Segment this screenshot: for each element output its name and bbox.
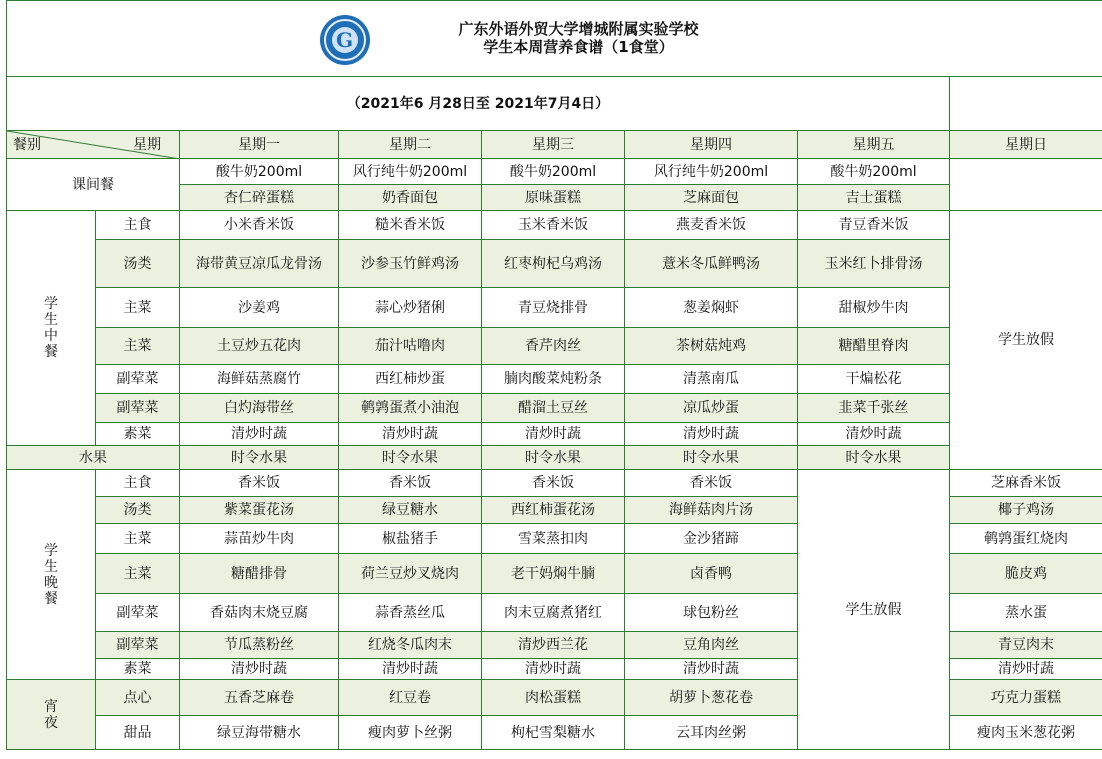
dish-cell: 茄汁咕噜肉 — [339, 328, 482, 365]
dish-cell: 青豆香米饭 — [798, 211, 950, 240]
dish-type: 主菜 — [96, 554, 180, 594]
snack-drink: 酸牛奶200ml — [180, 159, 339, 185]
dish-cell: 香米饭 — [180, 470, 339, 497]
table-row — [7, 159, 1102, 185]
snack-drink: 酸牛奶200ml — [798, 159, 950, 185]
dish-cell: 红豆卷 — [339, 680, 482, 716]
dish-cell: 胡萝卜葱花卷 — [625, 680, 798, 716]
dish-cell: 清炒时蔬 — [625, 659, 798, 680]
dish-cell: 海鲜菇蒸腐竹 — [180, 365, 339, 394]
dish-type: 副荤菜 — [96, 632, 180, 659]
dish-cell: 肉末豆腐煮猪红 — [482, 594, 625, 632]
dish-cell: 玉米香米饭 — [482, 211, 625, 240]
dish-cell: 红枣枸杞乌鸡汤 — [482, 240, 625, 288]
dish-cell: 老干妈焖牛腩 — [482, 554, 625, 594]
dish-cell: 糖醋里脊肉 — [798, 328, 950, 365]
dish-cell: 清炒时蔬 — [180, 659, 339, 680]
dish-cell: 香米饭 — [625, 470, 798, 497]
fruit-cell: 时令水果 — [180, 446, 339, 470]
dish-cell: 球包粉丝 — [625, 594, 798, 632]
dish-cell: 清蒸南瓜 — [625, 365, 798, 394]
dish-type: 主菜 — [96, 288, 180, 328]
snack-bread: 吉士蛋糕 — [798, 185, 950, 211]
night-snack-label: 宵 夜 — [7, 680, 96, 750]
dish-cell: 青豆烧排骨 — [482, 288, 625, 328]
dish-type: 副荤菜 — [96, 594, 180, 632]
dish-type: 素菜 — [96, 423, 180, 446]
fruit-cell: 时令水果 — [482, 446, 625, 470]
dish-cell: 沙姜鸡 — [180, 288, 339, 328]
dish-cell: 清炒时蔬 — [339, 659, 482, 680]
dish-cell: 白灼海带丝 — [180, 394, 339, 423]
dish-cell: 醋溜土豆丝 — [482, 394, 625, 423]
dish-cell: 清炒西兰花 — [482, 632, 625, 659]
dish-cell: 甜椒炒牛肉 — [798, 288, 950, 328]
snack-drink: 酸牛奶200ml — [482, 159, 625, 185]
snack-drink: 风行纯牛奶200ml — [625, 159, 798, 185]
fruit-label: 水果 — [7, 446, 180, 470]
dish-cell: 海带黄豆凉瓜龙骨汤 — [180, 240, 339, 288]
school-name: 广东外语外贸大学增城附属实验学校 — [458, 20, 699, 38]
dish-cell: 西红柿炒蛋 — [339, 365, 482, 394]
dish-cell: 椒盐猪手 — [339, 524, 482, 554]
dish-cell: 凉瓜炒蛋 — [625, 394, 798, 423]
dish-cell: 鹌鹑蛋煮小油泡 — [339, 394, 482, 423]
dish-cell: 韭菜千张丝 — [798, 394, 950, 423]
dish-cell: 茶树菇炖鸡 — [625, 328, 798, 365]
dish-cell: 糖醋排骨 — [180, 554, 339, 594]
table-row — [7, 470, 1102, 497]
sunday-dish: 青豆肉末 — [950, 632, 1102, 659]
dish-cell: 小米香米饭 — [180, 211, 339, 240]
dish-type: 汤类 — [96, 240, 180, 288]
table-row — [7, 1, 1102, 77]
dish-cell: 薏米冬瓜鲜鸭汤 — [625, 240, 798, 288]
dish-type: 素菜 — [96, 659, 180, 680]
dish-cell: 五香芝麻卷 — [180, 680, 339, 716]
sunday-dish: 瘦肉玉米葱花粥 — [950, 716, 1102, 750]
dinner-label: 学 生 晚 餐 — [7, 470, 96, 680]
dish-cell: 玉米红卜排骨汤 — [798, 240, 950, 288]
table-row — [7, 446, 1102, 470]
day-header: 星期一 — [180, 131, 339, 159]
dish-type: 甜品 — [96, 716, 180, 750]
sunday-dish: 鹌鹑蛋红烧肉 — [950, 524, 1102, 554]
snack-drink: 风行纯牛奶200ml — [339, 159, 482, 185]
dish-cell: 雪菜蒸扣肉 — [482, 524, 625, 554]
sunday-dish: 脆皮鸡 — [950, 554, 1102, 594]
school-logo-icon: G — [320, 15, 370, 65]
dish-cell: 清炒时蔬 — [625, 423, 798, 446]
snack-bread: 奶香面包 — [339, 185, 482, 211]
title-banner — [7, 1, 1102, 77]
dish-cell: 绿豆海带糖水 — [180, 716, 339, 750]
table-row — [7, 288, 1102, 328]
dish-cell: 蒜香蒸丝瓜 — [339, 594, 482, 632]
dish-type: 主菜 — [96, 524, 180, 554]
fruit-cell: 时令水果 — [625, 446, 798, 470]
dish-cell: 绿豆糖水 — [339, 497, 482, 524]
dish-cell: 香米饭 — [482, 470, 625, 497]
snack-bread: 芝麻面包 — [625, 185, 798, 211]
dish-cell: 节瓜蒸粉丝 — [180, 632, 339, 659]
snack-bread: 原味蛋糕 — [482, 185, 625, 211]
dish-cell: 红烧冬瓜肉末 — [339, 632, 482, 659]
table-row — [7, 131, 1102, 159]
fruit-cell: 时令水果 — [798, 446, 950, 470]
lunch-label: 学 生 中 餐 — [7, 211, 96, 446]
corner-header — [7, 131, 180, 159]
dish-cell: 枸杞雪梨糖水 — [482, 716, 625, 750]
dish-type: 副荤菜 — [96, 365, 180, 394]
dish-cell: 海鲜菇肉片汤 — [625, 497, 798, 524]
dish-cell: 蒜苗炒牛肉 — [180, 524, 339, 554]
table-row — [7, 423, 1102, 446]
date-range: （2021年6 月28日至 2021年7月4日） — [7, 77, 950, 131]
table-row — [7, 365, 1102, 394]
sunday-dish: 清炒时蔬 — [950, 659, 1102, 680]
dish-cell: 土豆炒五花肉 — [180, 328, 339, 365]
dish-type: 汤类 — [96, 497, 180, 524]
snack-bread: 杏仁碎蛋糕 — [180, 185, 339, 211]
dish-cell: 云耳肉丝粥 — [625, 716, 798, 750]
dish-cell: 清炒时蔬 — [482, 659, 625, 680]
fruit-cell: 时令水果 — [339, 446, 482, 470]
sunday-lunch-note: 学生放假 — [950, 211, 1102, 470]
menu-table — [6, 0, 1102, 750]
dish-cell: 干煸松花 — [798, 365, 950, 394]
sunday-dish: 芝麻香米饭 — [950, 470, 1102, 497]
dish-type: 副荤菜 — [96, 394, 180, 423]
day-header: 星期三 — [482, 131, 625, 159]
dish-type: 主食 — [96, 211, 180, 240]
dish-cell: 豆角肉丝 — [625, 632, 798, 659]
dish-cell: 卤香鸭 — [625, 554, 798, 594]
dish-cell: 香米饭 — [339, 470, 482, 497]
dish-cell: 葱姜焖虾 — [625, 288, 798, 328]
table-row — [7, 211, 1102, 240]
dish-cell: 沙参玉竹鲜鸡汤 — [339, 240, 482, 288]
dish-type: 点心 — [96, 680, 180, 716]
dish-cell: 肉松蛋糕 — [482, 680, 625, 716]
dish-cell: 金沙猪蹄 — [625, 524, 798, 554]
sunday-dish: 蒸水蛋 — [950, 594, 1102, 632]
table-row — [7, 240, 1102, 288]
table-row — [7, 77, 1102, 131]
dish-cell: 清炒时蔬 — [798, 423, 950, 446]
dish-cell: 西红柿蛋花汤 — [482, 497, 625, 524]
day-header: 星期二 — [339, 131, 482, 159]
dish-cell: 清炒时蔬 — [482, 423, 625, 446]
friday-dinner-note: 学生放假 — [798, 470, 950, 750]
sunday-dish: 椰子鸡汤 — [950, 497, 1102, 524]
table-row — [7, 394, 1102, 423]
day-header: 星期日 — [950, 131, 1102, 159]
dish-cell: 燕麦香米饭 — [625, 211, 798, 240]
dish-cell: 清炒时蔬 — [180, 423, 339, 446]
dish-cell: 瘦肉萝卜丝粥 — [339, 716, 482, 750]
dish-cell: 香菇肉末烧豆腐 — [180, 594, 339, 632]
blank-cell — [950, 159, 1102, 211]
dish-cell: 糙米香米饭 — [339, 211, 482, 240]
meal-label: 餐别 — [13, 137, 41, 153]
dish-cell: 荷兰豆炒叉烧肉 — [339, 554, 482, 594]
dish-cell: 蒜心炒猪俐 — [339, 288, 482, 328]
dish-cell: 清炒时蔬 — [339, 423, 482, 446]
day-header: 星期五 — [798, 131, 950, 159]
blank-cell — [950, 77, 1102, 131]
sunday-dish: 巧克力蛋糕 — [950, 680, 1102, 716]
table-row — [7, 328, 1102, 365]
menu-subtitle: 学生本周营养食谱（1食堂） — [483, 38, 674, 56]
dish-cell: 紫菜蛋花汤 — [180, 497, 339, 524]
dish-cell: 香芹肉丝 — [482, 328, 625, 365]
dish-type: 主菜 — [96, 328, 180, 365]
dish-cell: 腩肉酸菜炖粉条 — [482, 365, 625, 394]
weekday-label: 星期 — [133, 137, 161, 153]
day-header: 星期四 — [625, 131, 798, 159]
snack-label: 课间餐 — [7, 159, 180, 211]
dish-type: 主食 — [96, 470, 180, 497]
